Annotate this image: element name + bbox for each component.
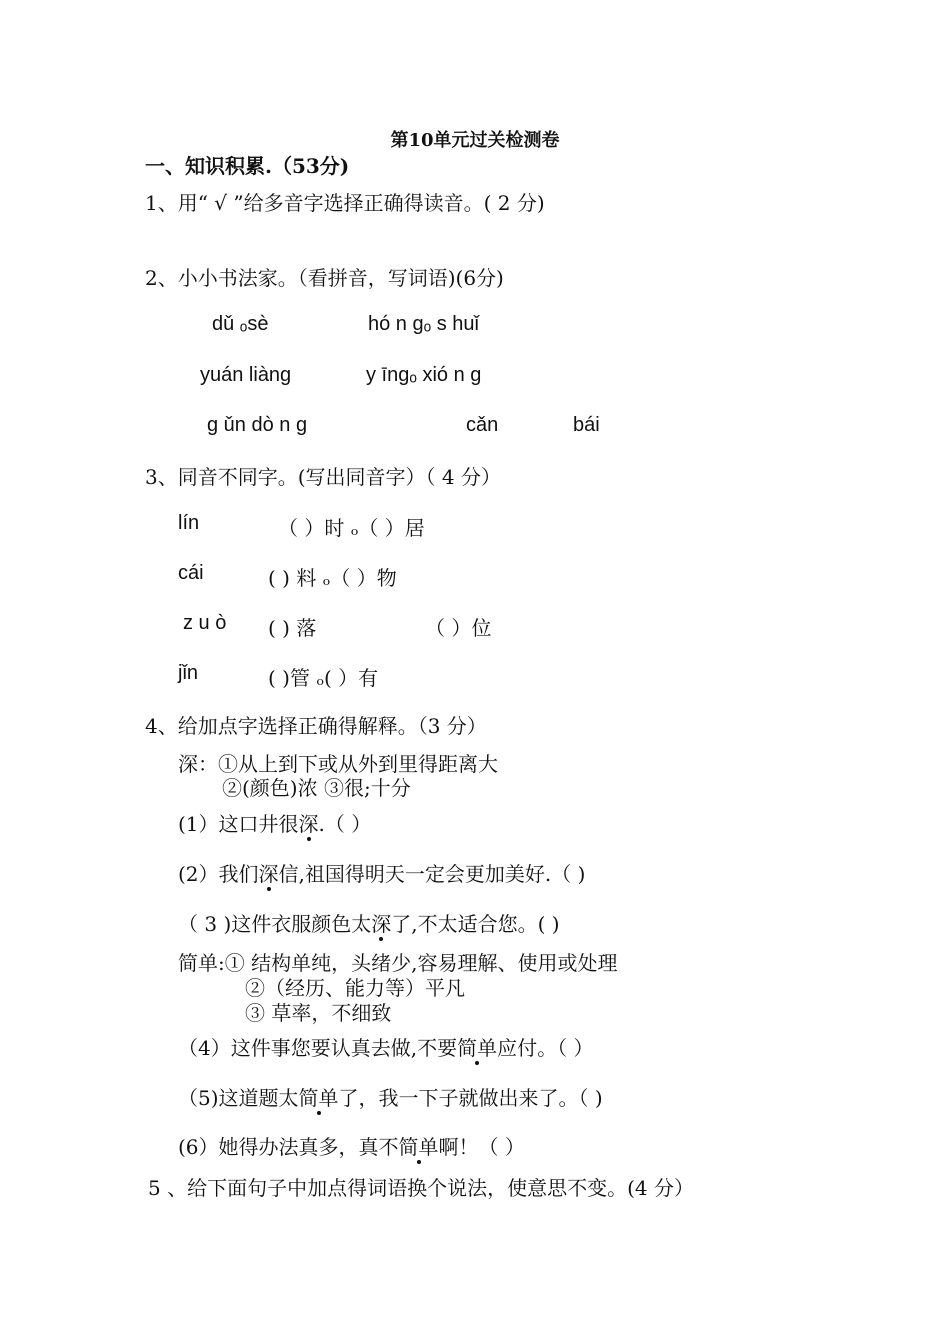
homophone-pinyin: z u ò [183, 612, 227, 634]
section-1-heading: 一、知识积累.（53分) [145, 154, 350, 178]
sentence-item: （5)这道题太简单了，我一下子就做出来了。（ ) [178, 1082, 603, 1111]
sentence-item: (2）我们深信,祖国得明天一定会更加美好.（ ) [178, 858, 585, 887]
definition-line: ②(颜色)浓 ③很;十分 [222, 776, 411, 800]
pinyin-item: y īngₒ xió n g [366, 364, 482, 386]
question-5: 5 、给下面句子中加点得词语换个说法，使意思不变。(4 分） [148, 1176, 694, 1200]
homophone-pinyin: lín [178, 512, 200, 534]
homophone-blanks: （ ）位 [425, 616, 492, 640]
pinyin-item: dǔ ₒsè [212, 313, 269, 335]
question-2: 2、小小书法家。（看拼音，写词语)(6分) [145, 266, 504, 290]
dotted-word: 简单 [299, 1082, 339, 1111]
pinyin-item: hó n gₒ s huǐ [368, 313, 479, 335]
homophone-pinyin: cái [178, 562, 204, 584]
sentence-item: （ 3 )这件衣服颜色太深了,不太适合您。( ) [178, 908, 560, 937]
homophone-pinyin: jǐn [178, 662, 199, 684]
homophone-blanks: ( ) 落 [268, 616, 317, 640]
sentence-item: （4）这件事您要认真去做,不要简单应付。（ ） [178, 1032, 593, 1061]
definition-line: 简单:① 结构单纯，头绪少,容易理解、使用或处理 [178, 951, 618, 975]
pinyin-item: bái [573, 414, 600, 436]
dotted-word: 深 [299, 808, 319, 837]
dotted-word: 深 [371, 908, 391, 937]
dotted-word: 简单 [457, 1032, 497, 1061]
sentence-item: (6）她得办法真多，真不简单啊！（ ） [178, 1131, 525, 1160]
page-title: 第10单元过关检测卷 [390, 130, 560, 151]
homophone-blanks: ( ) 料 ₒ（ ）物 [268, 566, 397, 590]
sentence-item: (1）这口井很深.（ ） [178, 808, 371, 837]
pinyin-item: g ǔn dò n g [207, 414, 308, 436]
dotted-word: 深 [259, 858, 279, 887]
homophone-blanks: （ ）时 ₒ（ ）居 [278, 516, 425, 540]
pinyin-item: cǎn [466, 414, 499, 436]
definition-line: ③ 草率，不细致 [245, 1001, 392, 1025]
dotted-word: 简单 [399, 1131, 439, 1160]
definition-line: 深：①从上到下或从外到里得距离大 [178, 752, 498, 776]
pinyin-item: yuán liàng [200, 364, 292, 386]
definition-line: ②（经历、能力等）平凡 [245, 976, 465, 1000]
homophone-blanks: ( )管 ₒ( ）有 [268, 666, 379, 690]
question-4: 4、给加点字选择正确得解释。（3 分） [145, 714, 487, 738]
question-3: 3、同音不同字。(写出同音字）（ 4 分） [145, 465, 501, 489]
question-1: 1、用“ √ ”给多音字选择正确得读音。( 2 分) [145, 191, 545, 215]
